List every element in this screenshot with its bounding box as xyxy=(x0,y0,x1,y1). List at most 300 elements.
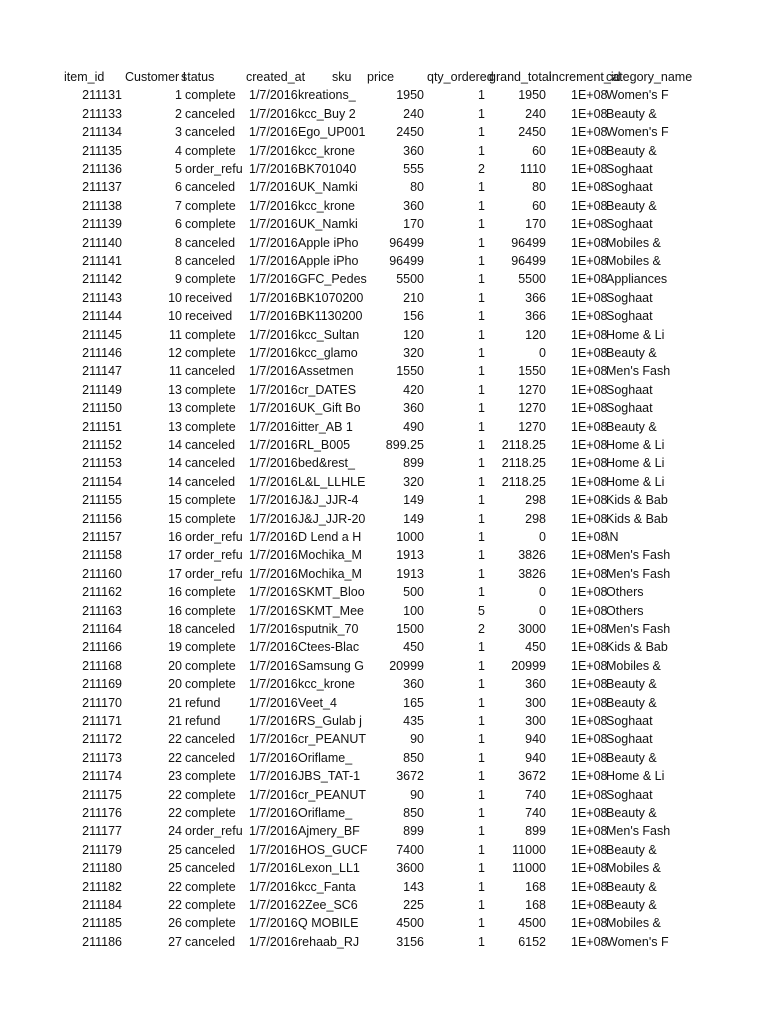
cell-customer-id: 7 xyxy=(175,198,182,213)
cell-created-at: 1/7/2016 xyxy=(249,750,298,765)
cell-status: order_refu xyxy=(185,824,243,839)
table-row xyxy=(0,142,768,160)
cell-qty-ordered: 1 xyxy=(478,806,485,820)
cell-price: 5500 xyxy=(396,272,424,287)
cell-increment-id: 1E+08 xyxy=(571,143,608,158)
cell-category-name: Soghaat xyxy=(606,162,653,176)
cell-status: order_refu xyxy=(185,162,243,176)
cell-customer-id: 18 xyxy=(168,622,182,636)
cell-item-id: 211134 xyxy=(82,125,122,140)
cell-grand-total: 298 xyxy=(525,511,546,526)
cell-qty-ordered: 2 xyxy=(478,622,485,636)
cell-status: complete xyxy=(185,916,236,931)
cell-qty-ordered: 1 xyxy=(478,769,485,784)
cell-item-id: 211173 xyxy=(82,750,122,765)
cell-increment-id: 1E+08 xyxy=(571,879,608,894)
cell-created-at: 1/7/2016 xyxy=(249,530,298,544)
cell-grand-total: 96499 xyxy=(511,254,546,268)
cell-customer-id: 8 xyxy=(175,254,182,268)
cell-item-id: 211185 xyxy=(82,916,122,931)
cell-status: order_refu xyxy=(185,548,243,563)
cell-qty-ordered: 1 xyxy=(478,474,485,489)
cell-item-id: 211131 xyxy=(82,88,122,103)
cell-grand-total: 120 xyxy=(525,327,546,342)
cell-grand-total: 740 xyxy=(525,787,546,802)
cell-increment-id: 1E+08 xyxy=(571,419,608,434)
cell-qty-ordered: 1 xyxy=(478,861,485,876)
cell-category-name: Home & Li xyxy=(606,474,665,489)
table-row xyxy=(0,362,768,380)
cell-item-id: 211141 xyxy=(82,254,122,268)
cell-grand-total: 899 xyxy=(525,824,546,839)
cell-increment-id: 1E+08 xyxy=(571,861,608,876)
cell-price: 2450 xyxy=(396,125,424,140)
cell-item-id: 211139 xyxy=(82,217,122,232)
cell-customer-id: 14 xyxy=(168,438,182,452)
cell-customer-id: 11 xyxy=(169,364,182,379)
cell-customer-id: 14 xyxy=(168,456,182,471)
cell-category-name: Beauty & xyxy=(606,198,657,213)
cell-increment-id: 1E+08 xyxy=(571,290,608,305)
cell-category-name: Women's F xyxy=(606,88,669,103)
cell-status: complete xyxy=(185,603,236,618)
cell-qty-ordered: 1 xyxy=(478,750,485,765)
cell-item-id: 211158 xyxy=(82,548,122,563)
cell-item-id: 211182 xyxy=(82,879,122,894)
cell-sku: J&J_JJR-4 xyxy=(298,493,359,508)
cell-status: complete xyxy=(185,677,236,692)
cell-sku: kcc_glamo xyxy=(298,346,358,360)
table-row xyxy=(0,307,768,325)
cell-item-id: 211172 xyxy=(82,732,122,747)
cell-qty-ordered: 1 xyxy=(478,309,485,324)
cell-item-id: 211145 xyxy=(82,327,122,342)
cell-sku: Samsung G xyxy=(298,658,365,673)
cell-created-at: 1/7/2016 xyxy=(249,677,298,692)
cell-grand-total: 298 xyxy=(525,493,546,508)
cell-increment-id: 1E+08 xyxy=(571,695,608,710)
cell-customer-id: 27 xyxy=(168,934,182,949)
cell-item-id: 211169 xyxy=(82,677,122,692)
header-qty-ordered: qty_ordered xyxy=(427,70,494,84)
cell-sku: BK1070200 xyxy=(298,290,364,305)
cell-customer-id: 26 xyxy=(168,916,182,931)
cell-category-name: Soghaat xyxy=(606,382,653,397)
cell-created-at: 1/7/2016 xyxy=(249,401,298,416)
cell-increment-id: 1E+08 xyxy=(571,272,608,287)
cell-price: 360 xyxy=(403,677,424,692)
cell-price: 90 xyxy=(410,732,424,747)
cell-customer-id: 13 xyxy=(168,401,182,416)
cell-sku: Ego_UP001 xyxy=(298,125,366,140)
cell-status: canceled xyxy=(185,235,236,250)
cell-price: 240 xyxy=(403,106,424,121)
cell-customer-id: 13 xyxy=(168,382,182,397)
cell-status: canceled xyxy=(185,438,236,452)
table-row xyxy=(0,86,768,104)
table-row xyxy=(0,454,768,472)
cell-qty-ordered: 1 xyxy=(478,934,485,949)
cell-increment-id: 1E+08 xyxy=(571,198,608,213)
cell-sku: rehaab_RJ xyxy=(298,934,360,949)
cell-price: 20999 xyxy=(389,658,424,673)
cell-item-id: 211180 xyxy=(82,861,122,876)
cell-created-at: 1/7/2016 xyxy=(249,254,298,268)
cell-grand-total: 3826 xyxy=(518,566,546,581)
cell-category-name: Others xyxy=(606,603,644,618)
cell-customer-id: 19 xyxy=(168,640,182,655)
cell-sku: Q MOBILE xyxy=(298,916,359,931)
cell-increment-id: 1E+08 xyxy=(571,898,608,912)
cell-status: complete xyxy=(185,327,236,342)
cell-category-name: \N xyxy=(606,530,619,544)
cell-item-id: 211153 xyxy=(82,456,122,471)
cell-qty-ordered: 1 xyxy=(478,695,485,710)
cell-status: complete xyxy=(185,401,236,416)
cell-grand-total: 11000 xyxy=(512,842,546,857)
cell-status: complete xyxy=(185,787,236,802)
cell-item-id: 211154 xyxy=(82,474,122,489)
cell-category-name: Kids & Bab xyxy=(606,640,668,655)
cell-category-name: Mobiles & xyxy=(606,916,661,931)
cell-qty-ordered: 1 xyxy=(478,143,485,158)
cell-sku: Mochika_M xyxy=(298,548,362,563)
cell-sku: SKMT_Bloo xyxy=(298,585,365,600)
cell-category-name: Soghaat xyxy=(606,180,653,195)
cell-customer-id: 10 xyxy=(168,290,182,305)
cell-category-name: Mobiles & xyxy=(606,235,661,250)
cell-price: 4500 xyxy=(396,916,424,931)
cell-grand-total: 2118.25 xyxy=(501,456,546,471)
table-row xyxy=(0,712,768,730)
cell-increment-id: 1E+08 xyxy=(571,750,608,765)
header-customer-id: Customer I xyxy=(125,70,187,84)
cell-customer-id: 21 xyxy=(168,695,182,710)
cell-created-at: 1/7/2016 xyxy=(249,364,298,379)
cell-created-at: 1/7/2016 xyxy=(249,309,298,324)
cell-grand-total: 5500 xyxy=(518,272,546,287)
cell-grand-total: 740 xyxy=(525,806,546,820)
cell-sku: cr_PEANUT xyxy=(298,732,367,747)
cell-customer-id: 15 xyxy=(168,493,182,508)
cell-price: 1000 xyxy=(396,530,424,544)
cell-increment-id: 1E+08 xyxy=(571,162,608,176)
cell-grand-total: 940 xyxy=(525,750,546,765)
cell-grand-total: 0 xyxy=(539,346,546,360)
cell-category-name: Beauty & xyxy=(606,419,657,434)
cell-qty-ordered: 1 xyxy=(478,272,485,287)
cell-sku: J&J_JJR-20 xyxy=(298,511,366,526)
cell-qty-ordered: 1 xyxy=(478,419,485,434)
cell-sku: Lexon_LL1 xyxy=(298,861,360,876)
cell-created-at: 1/7/2016 xyxy=(249,548,298,563)
cell-grand-total: 11000 xyxy=(512,861,546,876)
cell-created-at: 1/7/2016 xyxy=(249,861,298,876)
cell-category-name: Soghaat xyxy=(606,309,653,324)
table-row xyxy=(0,160,768,178)
cell-status: complete xyxy=(185,217,236,232)
cell-created-at: 1/7/2016 xyxy=(249,806,298,820)
cell-sku: kcc_krone xyxy=(298,143,355,158)
cell-item-id: 211133 xyxy=(82,106,122,121)
cell-price: 120 xyxy=(403,327,424,342)
table-row xyxy=(0,418,768,436)
cell-created-at: 1/7/2016 xyxy=(249,382,298,397)
cell-category-name: Mobiles & xyxy=(606,658,661,673)
cell-customer-id: 17 xyxy=(168,548,182,563)
table-row xyxy=(0,749,768,767)
cell-price: 7400 xyxy=(396,842,424,857)
cell-created-at: 1/7/2016 xyxy=(249,511,298,526)
cell-category-name: Mobiles & xyxy=(606,861,661,876)
cell-increment-id: 1E+08 xyxy=(571,732,608,747)
cell-status: complete xyxy=(185,658,236,673)
cell-sku: Ctees-Blac xyxy=(298,640,360,655)
cell-sku: UK_Gift Bo xyxy=(298,401,361,416)
cell-qty-ordered: 1 xyxy=(478,879,485,894)
cell-qty-ordered: 1 xyxy=(478,824,485,839)
cell-customer-id: 5 xyxy=(175,162,182,176)
cell-created-at: 1/7/2016 xyxy=(249,566,298,581)
table-row xyxy=(0,491,768,509)
cell-increment-id: 1E+08 xyxy=(571,309,608,324)
cell-created-at: 1/7/2016 xyxy=(249,769,298,784)
cell-created-at: 1/7/2016 xyxy=(249,842,298,857)
cell-created-at: 1/7/2016 xyxy=(249,714,298,728)
cell-category-name: Others xyxy=(606,585,644,600)
cell-status: received xyxy=(185,290,233,305)
cell-sku: Oriflame_ xyxy=(298,806,353,820)
table-row xyxy=(0,123,768,141)
cell-created-at: 1/7/2016 xyxy=(249,934,298,949)
cell-item-id: 211147 xyxy=(82,364,122,379)
cell-status: complete xyxy=(185,143,236,158)
cell-item-id: 211184 xyxy=(82,898,122,912)
cell-increment-id: 1E+08 xyxy=(571,769,608,784)
cell-created-at: 1/7/2016 xyxy=(249,585,298,600)
cell-grand-total: 1110 xyxy=(520,162,546,176)
cell-qty-ordered: 1 xyxy=(478,530,485,544)
cell-status: canceled xyxy=(185,750,236,765)
cell-qty-ordered: 1 xyxy=(478,714,485,728)
cell-category-name: Home & Li xyxy=(606,769,665,784)
cell-sku: Veet_4 xyxy=(298,695,337,710)
cell-grand-total: 366 xyxy=(525,309,546,324)
cell-created-at: 1/7/2016 xyxy=(249,474,298,489)
cell-grand-total: 168 xyxy=(525,898,546,912)
table-row xyxy=(0,859,768,877)
table-row xyxy=(0,822,768,840)
cell-qty-ordered: 1 xyxy=(478,198,485,213)
cell-status: complete xyxy=(185,419,236,434)
cell-item-id: 211144 xyxy=(82,309,122,324)
table-row xyxy=(0,326,768,344)
cell-price: 96499 xyxy=(389,254,424,268)
cell-category-name: Men's Fash xyxy=(606,364,671,379)
cell-customer-id: 22 xyxy=(168,806,182,820)
cell-sku: BK701040 xyxy=(298,162,357,176)
header-grand-total: grand_total xyxy=(489,70,552,84)
cell-sku: kcc_krone xyxy=(298,677,355,692)
cell-price: 850 xyxy=(403,806,424,820)
cell-qty-ordered: 1 xyxy=(478,658,485,673)
cell-category-name: Women's F xyxy=(606,934,669,949)
table-row xyxy=(0,215,768,233)
cell-qty-ordered: 1 xyxy=(478,401,485,416)
header-sku: sku xyxy=(332,70,352,84)
cell-grand-total: 360 xyxy=(525,677,546,692)
cell-grand-total: 0 xyxy=(539,585,546,600)
table-row xyxy=(0,252,768,270)
cell-grand-total: 6152 xyxy=(518,934,546,949)
cell-item-id: 211152 xyxy=(82,438,122,452)
cell-price: 1913 xyxy=(396,548,424,563)
cell-increment-id: 1E+08 xyxy=(571,530,608,544)
cell-price: 899.25 xyxy=(385,438,424,452)
cell-qty-ordered: 1 xyxy=(478,106,485,121)
cell-created-at: 1/7/2016 xyxy=(249,198,298,213)
table-row xyxy=(0,473,768,491)
cell-grand-total: 1270 xyxy=(518,419,546,434)
cell-grand-total: 3826 xyxy=(518,548,546,563)
cell-item-id: 211135 xyxy=(82,143,122,158)
cell-customer-id: 3 xyxy=(175,125,182,140)
cell-sku: cr_PEANUT xyxy=(298,787,367,802)
cell-created-at: 1/7/2016 xyxy=(249,327,298,342)
cell-price: 555 xyxy=(403,162,424,176)
cell-qty-ordered: 1 xyxy=(478,732,485,747)
cell-customer-id: 15 xyxy=(168,511,182,526)
cell-sku: bed&rest_ xyxy=(298,456,355,471)
cell-status: complete xyxy=(185,511,236,526)
cell-created-at: 1/7/2016 xyxy=(249,787,298,802)
cell-created-at: 1/7/2016 xyxy=(249,603,298,618)
cell-grand-total: 170 xyxy=(525,217,546,232)
cell-created-at: 1/7/2016 xyxy=(249,125,298,140)
cell-customer-id: 25 xyxy=(168,861,182,876)
cell-grand-total: 366 xyxy=(525,290,546,305)
cell-status: complete xyxy=(185,198,236,213)
cell-status: complete xyxy=(185,879,236,894)
cell-item-id: 211160 xyxy=(82,566,122,581)
cell-category-name: Men's Fash xyxy=(606,622,671,636)
cell-status: canceled xyxy=(185,842,236,857)
cell-grand-total: 60 xyxy=(532,143,546,158)
cell-created-at: 1/7/2016 xyxy=(249,143,298,158)
cell-grand-total: 3000 xyxy=(518,622,546,636)
cell-increment-id: 1E+08 xyxy=(571,125,608,140)
cell-sku: Mochika_M xyxy=(298,566,362,581)
cell-status: canceled xyxy=(185,622,236,636)
cell-qty-ordered: 1 xyxy=(478,88,485,103)
cell-customer-id: 13 xyxy=(168,419,182,434)
cell-price: 210 xyxy=(403,290,424,305)
table-row xyxy=(0,804,768,822)
cell-category-name: Men's Fash xyxy=(606,566,671,581)
cell-created-at: 1/7/2016 xyxy=(249,419,298,434)
cell-increment-id: 1E+08 xyxy=(571,401,608,416)
cell-price: 3156 xyxy=(396,934,424,949)
header-status: status xyxy=(181,70,215,84)
cell-grand-total: 450 xyxy=(525,640,546,655)
cell-status: canceled xyxy=(185,106,236,121)
cell-item-id: 211136 xyxy=(82,162,122,176)
cell-qty-ordered: 1 xyxy=(478,493,485,508)
cell-price: 850 xyxy=(403,750,424,765)
table-row xyxy=(0,436,768,454)
cell-increment-id: 1E+08 xyxy=(571,235,608,250)
cell-increment-id: 1E+08 xyxy=(571,842,608,857)
table-row xyxy=(0,105,768,123)
cell-status: canceled xyxy=(185,456,236,471)
header-price: price xyxy=(367,70,395,84)
cell-sku: Ajmery_BF xyxy=(298,824,360,839)
cell-qty-ordered: 1 xyxy=(478,511,485,526)
cell-increment-id: 1E+08 xyxy=(571,217,608,232)
cell-customer-id: 16 xyxy=(168,585,182,600)
cell-sku: kcc_Sultan xyxy=(298,327,360,342)
cell-qty-ordered: 1 xyxy=(478,438,485,452)
cell-customer-id: 9 xyxy=(175,272,182,287)
cell-status: canceled xyxy=(185,861,236,876)
cell-item-id: 211156 xyxy=(82,511,122,526)
cell-increment-id: 1E+08 xyxy=(571,677,608,692)
cell-qty-ordered: 1 xyxy=(478,364,485,379)
cell-price: 435 xyxy=(403,714,424,728)
cell-grand-total: 2118.25 xyxy=(501,438,546,452)
cell-qty-ordered: 1 xyxy=(478,346,485,360)
cell-customer-id: 23 xyxy=(168,769,182,784)
cell-increment-id: 1E+08 xyxy=(571,327,608,342)
cell-increment-id: 1E+08 xyxy=(571,806,608,820)
cell-qty-ordered: 1 xyxy=(478,898,485,912)
cell-status: canceled xyxy=(185,254,236,268)
cell-category-name: Beauty & xyxy=(606,695,657,710)
cell-sku: Assetmen xyxy=(298,364,354,379)
table-row xyxy=(0,528,768,546)
table-row xyxy=(0,289,768,307)
cell-created-at: 1/7/2016 xyxy=(249,916,298,931)
cell-created-at: 1/7/2016 xyxy=(249,898,298,912)
cell-category-name: Soghaat xyxy=(606,401,653,416)
cell-qty-ordered: 1 xyxy=(478,125,485,140)
cell-item-id: 211179 xyxy=(82,842,122,857)
cell-increment-id: 1E+08 xyxy=(571,254,608,268)
cell-category-name: Soghaat xyxy=(606,290,653,305)
cell-item-id: 211171 xyxy=(82,714,122,728)
cell-qty-ordered: 1 xyxy=(478,677,485,692)
cell-category-name: Home & Li xyxy=(606,438,665,452)
cell-status: received xyxy=(185,309,233,324)
cell-increment-id: 1E+08 xyxy=(571,346,608,360)
cell-price: 420 xyxy=(403,382,424,397)
cell-status: complete xyxy=(185,493,236,508)
cell-created-at: 1/7/2016 xyxy=(249,88,298,103)
cell-qty-ordered: 2 xyxy=(478,162,485,176)
cell-customer-id: 22 xyxy=(168,750,182,765)
cell-status: canceled xyxy=(185,125,236,140)
cell-category-name: Beauty & xyxy=(606,898,657,912)
cell-item-id: 211166 xyxy=(82,640,122,655)
cell-price: 360 xyxy=(403,401,424,416)
cell-grand-total: 60 xyxy=(532,198,546,213)
cell-increment-id: 1E+08 xyxy=(571,622,608,636)
cell-price: 899 xyxy=(403,824,424,839)
table-row xyxy=(0,565,768,583)
cell-customer-id: 20 xyxy=(168,677,182,692)
cell-increment-id: 1E+08 xyxy=(571,493,608,508)
cell-created-at: 1/7/2016 xyxy=(249,493,298,508)
